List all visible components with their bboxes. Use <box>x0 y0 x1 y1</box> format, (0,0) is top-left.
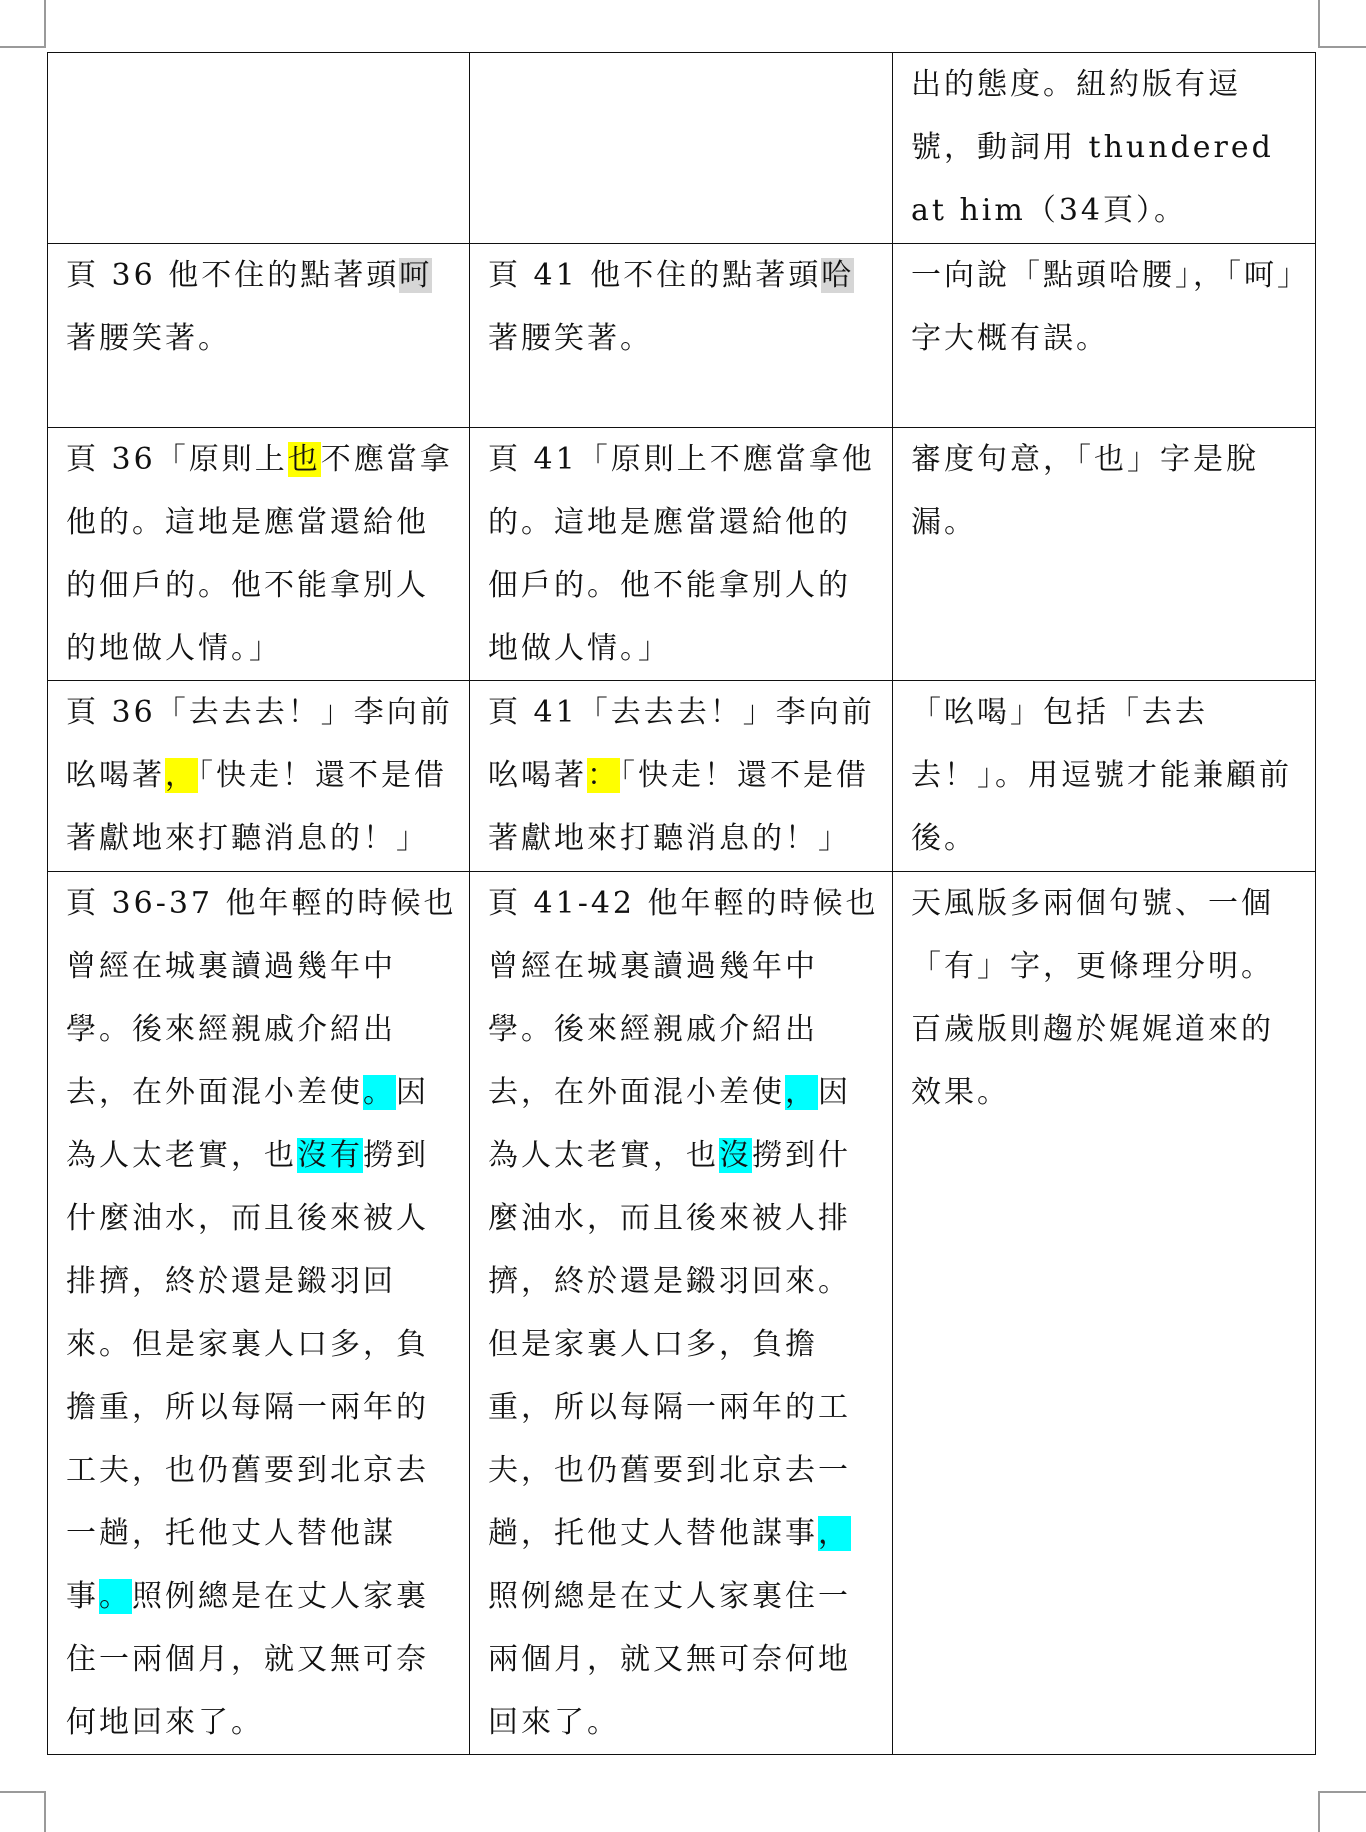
cell-text-run: 出的態度。紐約版有逗號，動詞用 thundered at him（34頁）。 <box>911 67 1287 228</box>
cell-text-run: 因為人太老實，也 <box>488 1075 851 1173</box>
crop-mark-bottom-left-v <box>44 1791 46 1832</box>
cell-text-run: 著腰笑著。 <box>488 321 653 356</box>
cell-text-run: 頁 36-37 他年輕的時候也曾經在城裏讀過幾年中學。後來經親戚介紹出去，在外面混小差使 <box>66 886 457 1110</box>
cell-text-run: 「快走！還不是借著獻地來打聽消息的！」 <box>66 758 447 856</box>
cell-text-run: 撈到什麼油水，而且後來被人排擠，終於還是鎩羽回來。但是家裏人口多，負擔重，所以每隔一兩年的工夫，也仍舊要到北京去一趟，托他丈人替他謀事 <box>66 1138 429 1614</box>
table-row <box>48 681 1316 872</box>
cell-text-run: 撈到什麼油水，而且後來被人排擠，終於還是鎩羽回來。但是家裏人口多，負擔重，所以每隔一兩年的工夫，也仍舊要到北京去一趟，托他丈人替他謀事 <box>488 1138 851 1551</box>
yellow-highlight: 也 <box>287 442 321 477</box>
cell-text-run: 頁 41-42 他年輕的時候也曾經在城裏讀過幾年中學。後來經親戚介紹出去，在外面混小差使 <box>488 886 879 1110</box>
comment-cell <box>893 681 1316 872</box>
cell-text-run: 因為人太老實，也 <box>66 1075 429 1173</box>
old-edition-cell <box>48 872 470 1755</box>
cell-text-run: 照例總是在丈人家裏住一兩個月，就又無可奈何地回來了。 <box>488 1579 851 1740</box>
crop-mark-top-right-v <box>1318 0 1320 48</box>
cyan-highlight: 。 <box>99 1579 132 1614</box>
comparison-table <box>47 52 1316 1755</box>
cell-text-run: 著腰笑著。 <box>66 321 231 356</box>
comment-cell <box>893 244 1316 428</box>
new-edition-cell <box>470 681 893 872</box>
new-edition-cell <box>470 53 893 244</box>
cyan-highlight: 沒有 <box>297 1138 363 1173</box>
comment-cell <box>893 53 1316 244</box>
cell-text-run: 「快走！還不是借著獻地來打聽消息的！」 <box>488 758 869 856</box>
old-edition-cell <box>48 244 470 428</box>
cell-text-run: 一向說「點頭哈腰」，「呵」字大概有誤。 <box>911 258 1295 356</box>
cell-text-run: 審度句意，「也」字是脫漏。 <box>911 442 1259 540</box>
cell-text-run: 照例總是在丈人家裏住一兩個月，就又無可奈何地回來了。 <box>66 1579 429 1740</box>
cell-text-run: 頁 36「去去去！」李向前吆喝著 <box>66 695 453 793</box>
cell-text-run: 頁 41 他不住的點著頭 <box>488 258 822 293</box>
cell-text-run: 「吆喝」包括「去去去！」。用逗號才能兼顧前後。 <box>911 695 1292 856</box>
table-row <box>48 244 1316 428</box>
yellow-highlight: ， <box>165 758 198 793</box>
crop-mark-top-right-h <box>1318 46 1366 48</box>
new-edition-cell <box>470 428 893 681</box>
cyan-highlight: 沒 <box>719 1138 752 1173</box>
crop-mark-top-left-h <box>0 46 44 48</box>
table-row <box>48 428 1316 681</box>
table-row <box>48 872 1316 1755</box>
gray-highlight: 呵 <box>399 258 433 293</box>
cell-text-run: 頁 36 他不住的點著頭 <box>66 258 400 293</box>
old-edition-cell <box>48 428 470 681</box>
cell-text-run: 頁 41「原則上不應當拿他的。這地是應當還給他的佃戶的。他不能拿別人的地做人情。」 <box>488 442 875 666</box>
cyan-highlight: ， <box>818 1516 851 1551</box>
comment-cell <box>893 428 1316 681</box>
cell-text-run: 天風版多兩個句號、一個「有」字，更條理分明。百歲版則趨於娓娓道來的效果。 <box>911 886 1274 1110</box>
old-edition-cell <box>48 53 470 244</box>
cell-text-run: 頁 36「原則上 <box>66 442 288 477</box>
comment-cell <box>893 872 1316 1755</box>
table-row <box>48 53 1316 244</box>
new-edition-cell <box>470 872 893 1755</box>
crop-mark-bottom-right-h <box>1318 1791 1366 1793</box>
yellow-highlight: ： <box>587 758 620 793</box>
crop-mark-top-left-v <box>44 0 46 48</box>
crop-mark-bottom-right-v <box>1318 1791 1320 1832</box>
old-edition-cell <box>48 681 470 872</box>
new-edition-cell <box>470 244 893 428</box>
cell-text-run: 頁 41「去去去！」李向前吆喝著 <box>488 695 875 793</box>
cyan-highlight: ， <box>785 1075 818 1110</box>
cyan-highlight: 。 <box>363 1075 396 1110</box>
crop-mark-bottom-left-h <box>0 1791 44 1793</box>
gray-highlight: 哈 <box>821 258 855 293</box>
cell-text-run: 不應當拿他的。這地是應當還給他的佃戶的。他不能拿別人的地做人情。」 <box>66 442 453 666</box>
